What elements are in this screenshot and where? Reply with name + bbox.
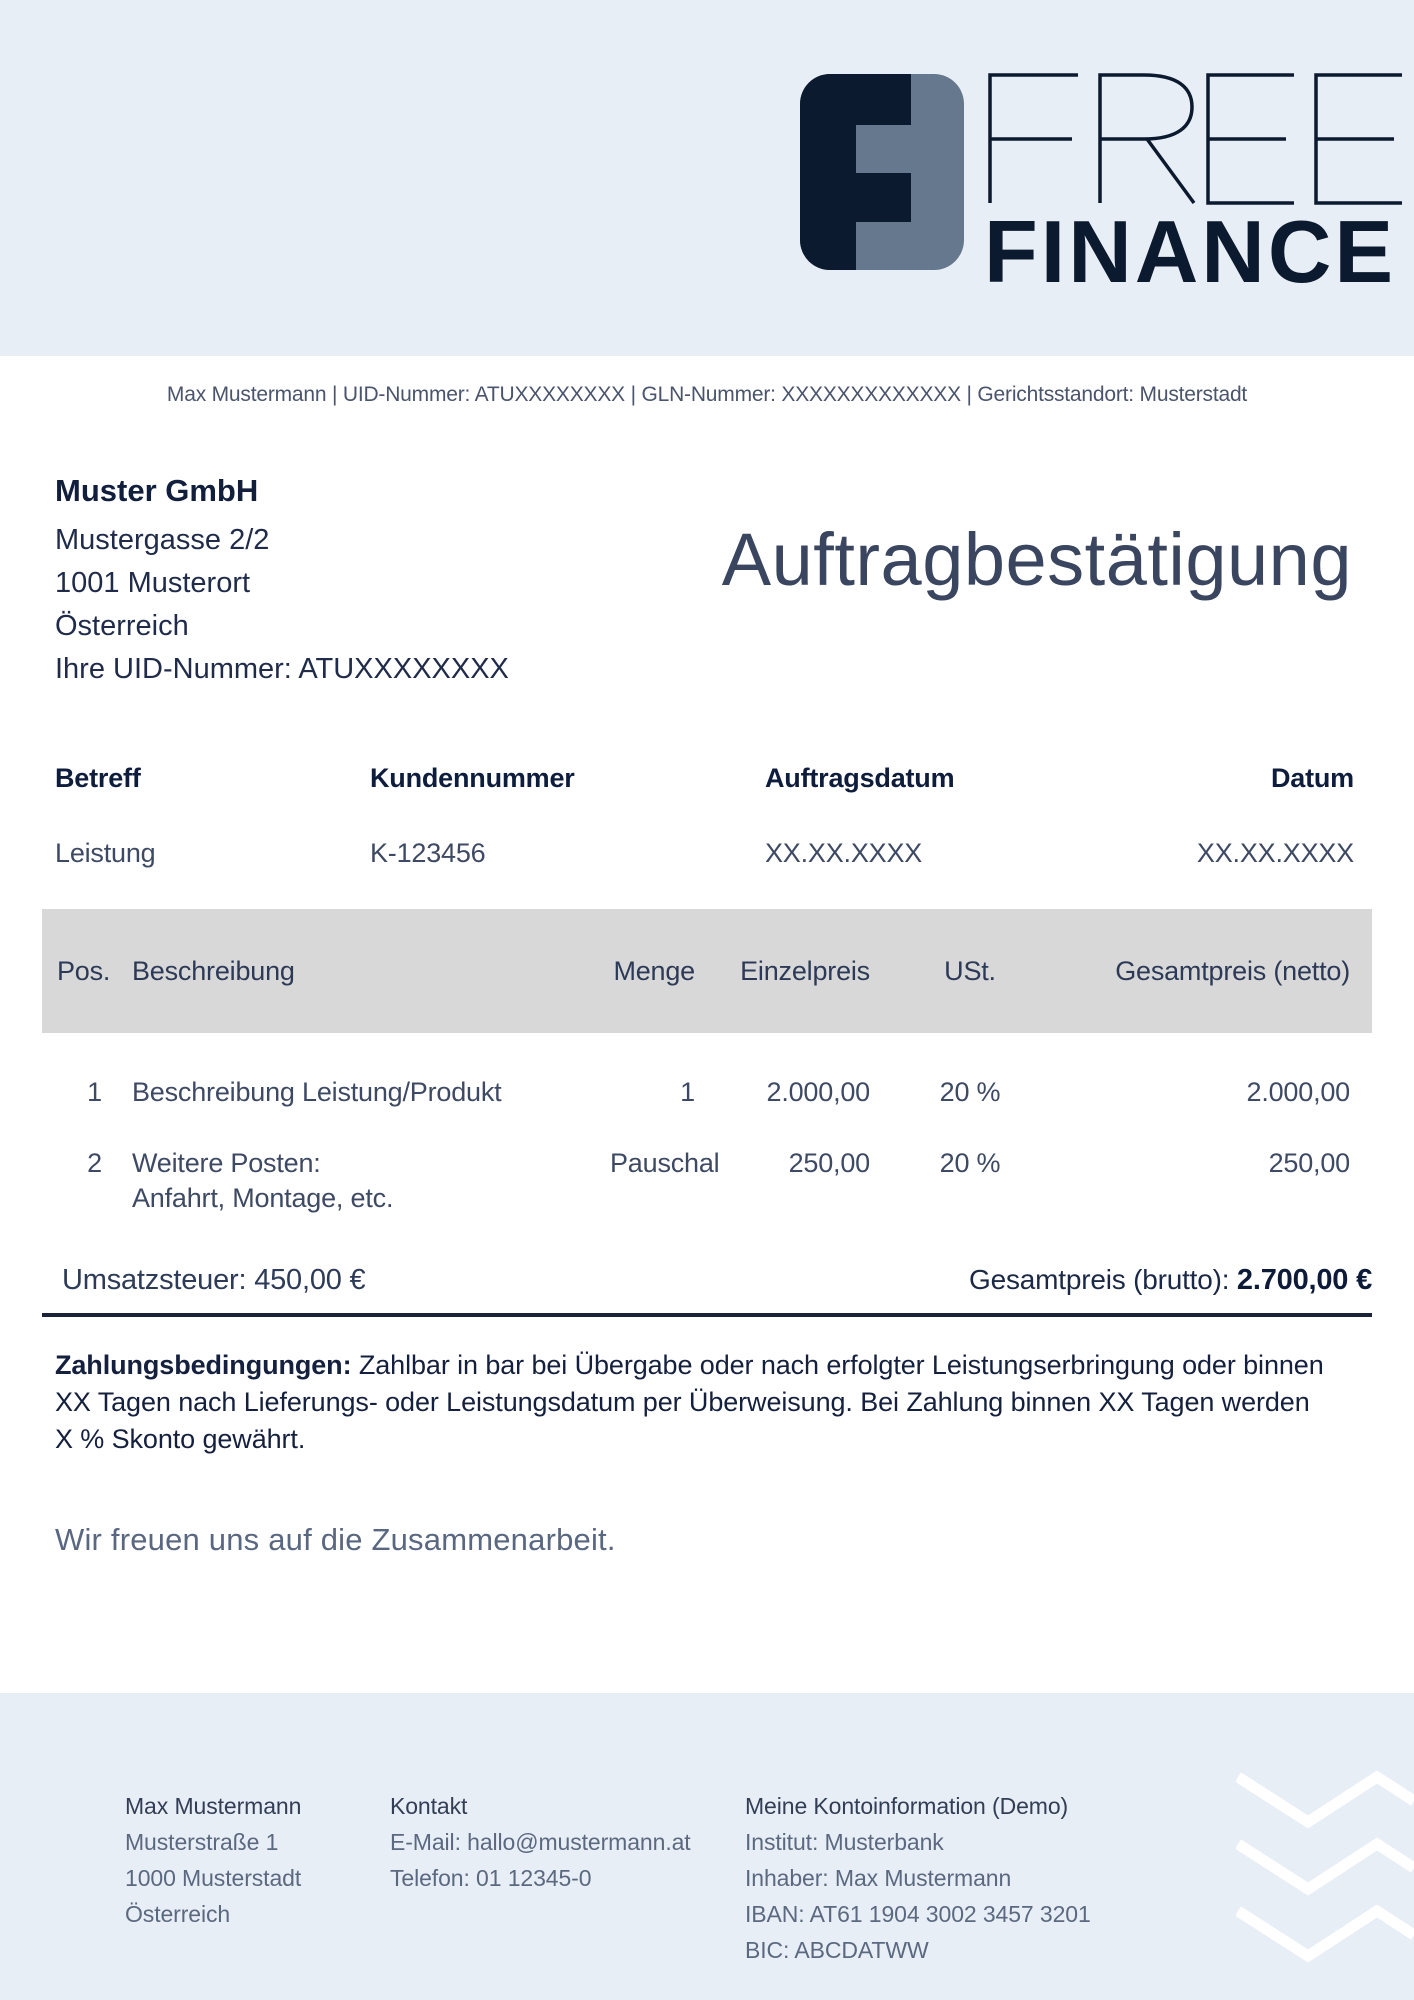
meta-label-auftragsdatum: Auftragsdatum — [765, 763, 955, 793]
totals-row — [42, 1264, 1372, 1297]
meta-value-auftragsdatum: XX.XX.XXXX — [765, 838, 923, 868]
recipient-street: Mustergasse 2/2 — [55, 524, 270, 556]
items-table — [0, 909, 1414, 1216]
recipient-city: 1001 Musterort — [55, 567, 251, 599]
document-title: Auftragbestätigung — [721, 518, 1352, 601]
cell-pos: 2 — [87, 1148, 102, 1178]
grand-total-value: 2.700,00 € — [1236, 1264, 1372, 1296]
cell-pos: 1 — [87, 1077, 102, 1107]
footer-address-block: Max Mustermann Musterstraße 1 1000 Musterstadt Österreich — [125, 1793, 302, 1927]
col-header-ust: USt. — [944, 955, 996, 986]
cell-gesamtpreis: 2.000,00 — [1246, 1077, 1350, 1107]
cell-einzelpreis: 2.000,00 — [766, 1077, 870, 1107]
recipient-address-block — [55, 473, 509, 691]
recipient-country: Österreich — [55, 610, 189, 642]
footer-bank-block: Meine Kontoinformation (Demo) Institut: Musterbank Inhaber: Max Mustermann IBAN: AT61 1904 3002 3457 3201 BIC: ABCDATWW — [745, 1793, 1091, 1963]
col-header-gesamtpreis: Gesamtpreis (netto) — [1115, 955, 1350, 986]
footer-contact-block: Kontakt E-Mail: hallo@mustermann.at Telefon: 01 12345-0 — [390, 1793, 691, 1891]
payment-terms-label: Zahlungsbedingungen: — [55, 1350, 352, 1380]
logo-text-free — [984, 72, 1408, 206]
logo-wordmark — [984, 72, 1408, 301]
meta-label-datum: Datum — [1270, 763, 1354, 793]
table-row — [42, 1033, 1372, 1110]
meta-value-kundennummer: K-123456 — [370, 838, 486, 868]
grand-total: Gesamtpreis (brutto): 2.700,00 € — [969, 1264, 1372, 1296]
recipient-uid: Ihre UID-Nummer: ATUXXXXXXXX — [55, 653, 509, 685]
freefinance-logo-icon — [800, 74, 964, 270]
tax-total: Umsatzsteuer: 450,00 € — [62, 1264, 366, 1296]
cell-ust: 20 % — [939, 1148, 1001, 1178]
items-table-header — [42, 909, 1372, 1033]
totals-divider — [42, 1313, 1372, 1317]
chevron-down-pattern-icon — [1236, 1770, 1414, 1965]
meta-label-kundennummer: Kundennummer — [370, 763, 575, 793]
meta-value-betreff: Leistung — [55, 838, 156, 868]
meta-value-datum: XX.XX.XXXX — [1196, 838, 1354, 868]
cell-menge: Pauschal — [610, 1148, 720, 1178]
col-header-pos: Pos. — [57, 955, 111, 986]
order-meta — [55, 763, 1354, 869]
meta-label-betreff: Betreff — [55, 763, 141, 793]
col-header-menge: Menge — [613, 955, 695, 986]
closing-line: Wir freuen uns auf die Zusammenarbeit. — [55, 1522, 616, 1557]
cell-description: Beschreibung Leistung/Produkt — [132, 1077, 502, 1107]
cell-ust: 20 % — [939, 1077, 1001, 1107]
company-info-line: Max Mustermann | UID-Nummer: ATUXXXXXXXX | GLN-Nummer: XXXXXXXXXXXXX | Gerichtsstandort: Musterstadt — [166, 383, 1248, 406]
payment-terms — [55, 1347, 1325, 1458]
recipient-name: Muster GmbH — [55, 473, 259, 508]
col-header-einzelpreis: Einzelpreis — [740, 955, 870, 986]
cell-description: Weitere Posten: Anfahrt, Montage, etc. — [132, 1148, 394, 1213]
col-header-beschreibung: Beschreibung — [132, 955, 295, 986]
cell-einzelpreis: 250,00 — [788, 1148, 870, 1178]
cell-gesamtpreis: 250,00 — [1268, 1148, 1350, 1178]
footer — [0, 1693, 1414, 2000]
intro-section — [55, 473, 1352, 691]
payment-terms-text: Zahlbar in bar bei Übergabe oder nach erfolgter Leistungserbringung oder binnen XX Tagen nach Lieferungs- oder Leistungsdatum per Überweisung. Bei Zahlung binnen XX Tagen werden X % Skonto gewährt. — [55, 1350, 1324, 1454]
table-row — [42, 1110, 1372, 1216]
logo-text-finance: FINANCE — [984, 202, 1397, 301]
header-band — [0, 0, 1414, 356]
cell-menge: 1 — [680, 1077, 695, 1107]
